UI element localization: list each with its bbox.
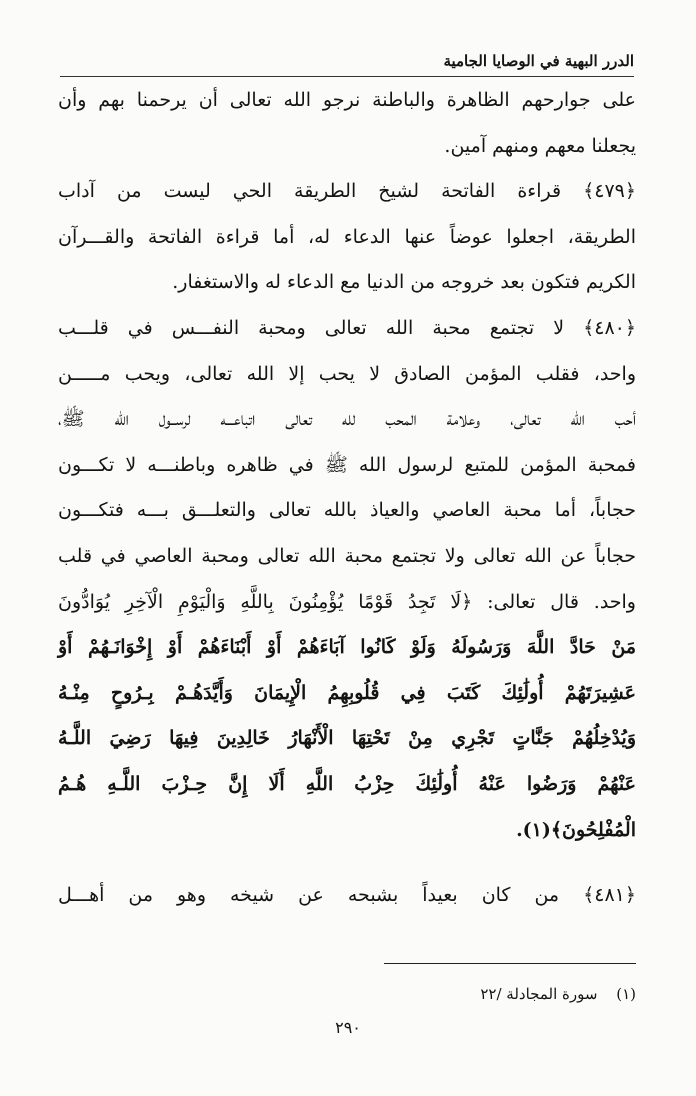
footnote-text: سورة المجادلة /٢٢	[480, 985, 598, 1003]
paragraph-479-line: ﴿٤٧٩﴾ قراءة الفاتحة لشيخ الطريقة الحي ليست من آداب	[58, 180, 636, 203]
text-line: يجعلنا معهم ومنهم آمين.	[444, 134, 636, 157]
footnote	[480, 985, 636, 1003]
verse-line: وَيُدْخِلُهُمْ جَنَّاتٍ تَجْرِي مِنْ تَحْتِهَا الْأَنْهَارُ خَالِدِينَ فِيهَا رَضِيَ اللَّـهُ	[58, 727, 636, 750]
verse-line: مَنْ حَادَّ اللَّهَ وَرَسُولَهُ وَلَوْ كَانُوا آبَاءَهُمْ أَوْ أَبْنَاءَهُمْ أَوْ إِخْوَانَـهُمْ أَوْ	[58, 636, 636, 659]
main-text	[58, 78, 636, 919]
text-line: فمحبة المؤمن للمتبع لرسول الله ﷺ في ظاهره وباطنـــه لا تكـــون	[58, 453, 636, 476]
footnote-marker: (١)	[616, 985, 636, 1003]
page-number: ٢٩٠	[335, 1018, 361, 1037]
text-line: أحب الله تعالى، وعلامة المحب لله تعالى اتباعـــه لرســول الله ﷺ،	[58, 408, 636, 431]
running-header	[60, 50, 634, 77]
verse-line: عَنْهُمْ وَرَضُوا عَنْهُ أُولَٰئِكَ حِزْبُ اللَّهِ أَلَا إِنَّ حِـزْبَ اللَّـهِ هُـمُ	[58, 772, 636, 795]
verse-line: واحد. قال تعالى: ﴿لَا تَجِدُ قَوْمًا يُؤْمِنُونَ بِاللَّهِ وَالْيَوْمِ الْآخِرِ يُوَادُّونَ	[58, 590, 636, 613]
text-line: واحد، فقلب المؤمن الصادق لا يحب إلا الله تعالى، ويحب مـــــن	[58, 362, 636, 385]
text-line: الطريقة، اجعلوا عوضاً عنها الدعاء له، أما قراءة الفاتحة والقـــرآن	[58, 225, 636, 248]
paragraph-480-line: ﴿٤٨٠﴾ لا تجتمع محبة الله تعالى ومحبة النفـــس في قلـــب	[58, 316, 636, 339]
footnote-divider	[384, 963, 636, 964]
text-line: حجاباً، أما محبة العاصي والعياذ بالله تعالى والتعلـــق بـــه فتكـــون	[58, 499, 636, 522]
verse-line: عَشِيرَتَهُمْ أُولَٰئِكَ كَتَبَ فِي قُلُوبِهِمُ الْإِيمَانَ وَأَيَّدَهُـمْ بِـرُوحٍ مِنْـهُ	[58, 681, 636, 704]
paragraph-481-line: ﴿٤٨١﴾ من كان بعيداً بشبحه عن شيخه وهو من أهـــل	[58, 884, 636, 907]
verse-line: الْمُفْلِحُونَ﴾(١).	[516, 818, 636, 841]
text-line: الكريم فتكون بعد خروجه من الدنيا مع الدعاء له والاستغفار.	[172, 271, 636, 294]
text-line: حجاباً عن الله تعالى ولا تجتمع محبة الله تعالى ومحبة العاصي في قلب	[58, 544, 636, 567]
book-title: الدرر البهية في الوصايا الجامية	[435, 52, 634, 70]
text-line: على جوارحهم الظاهرة والباطنة نرجو الله تعالى أن يرحمنا بهم وأن	[58, 89, 636, 111]
